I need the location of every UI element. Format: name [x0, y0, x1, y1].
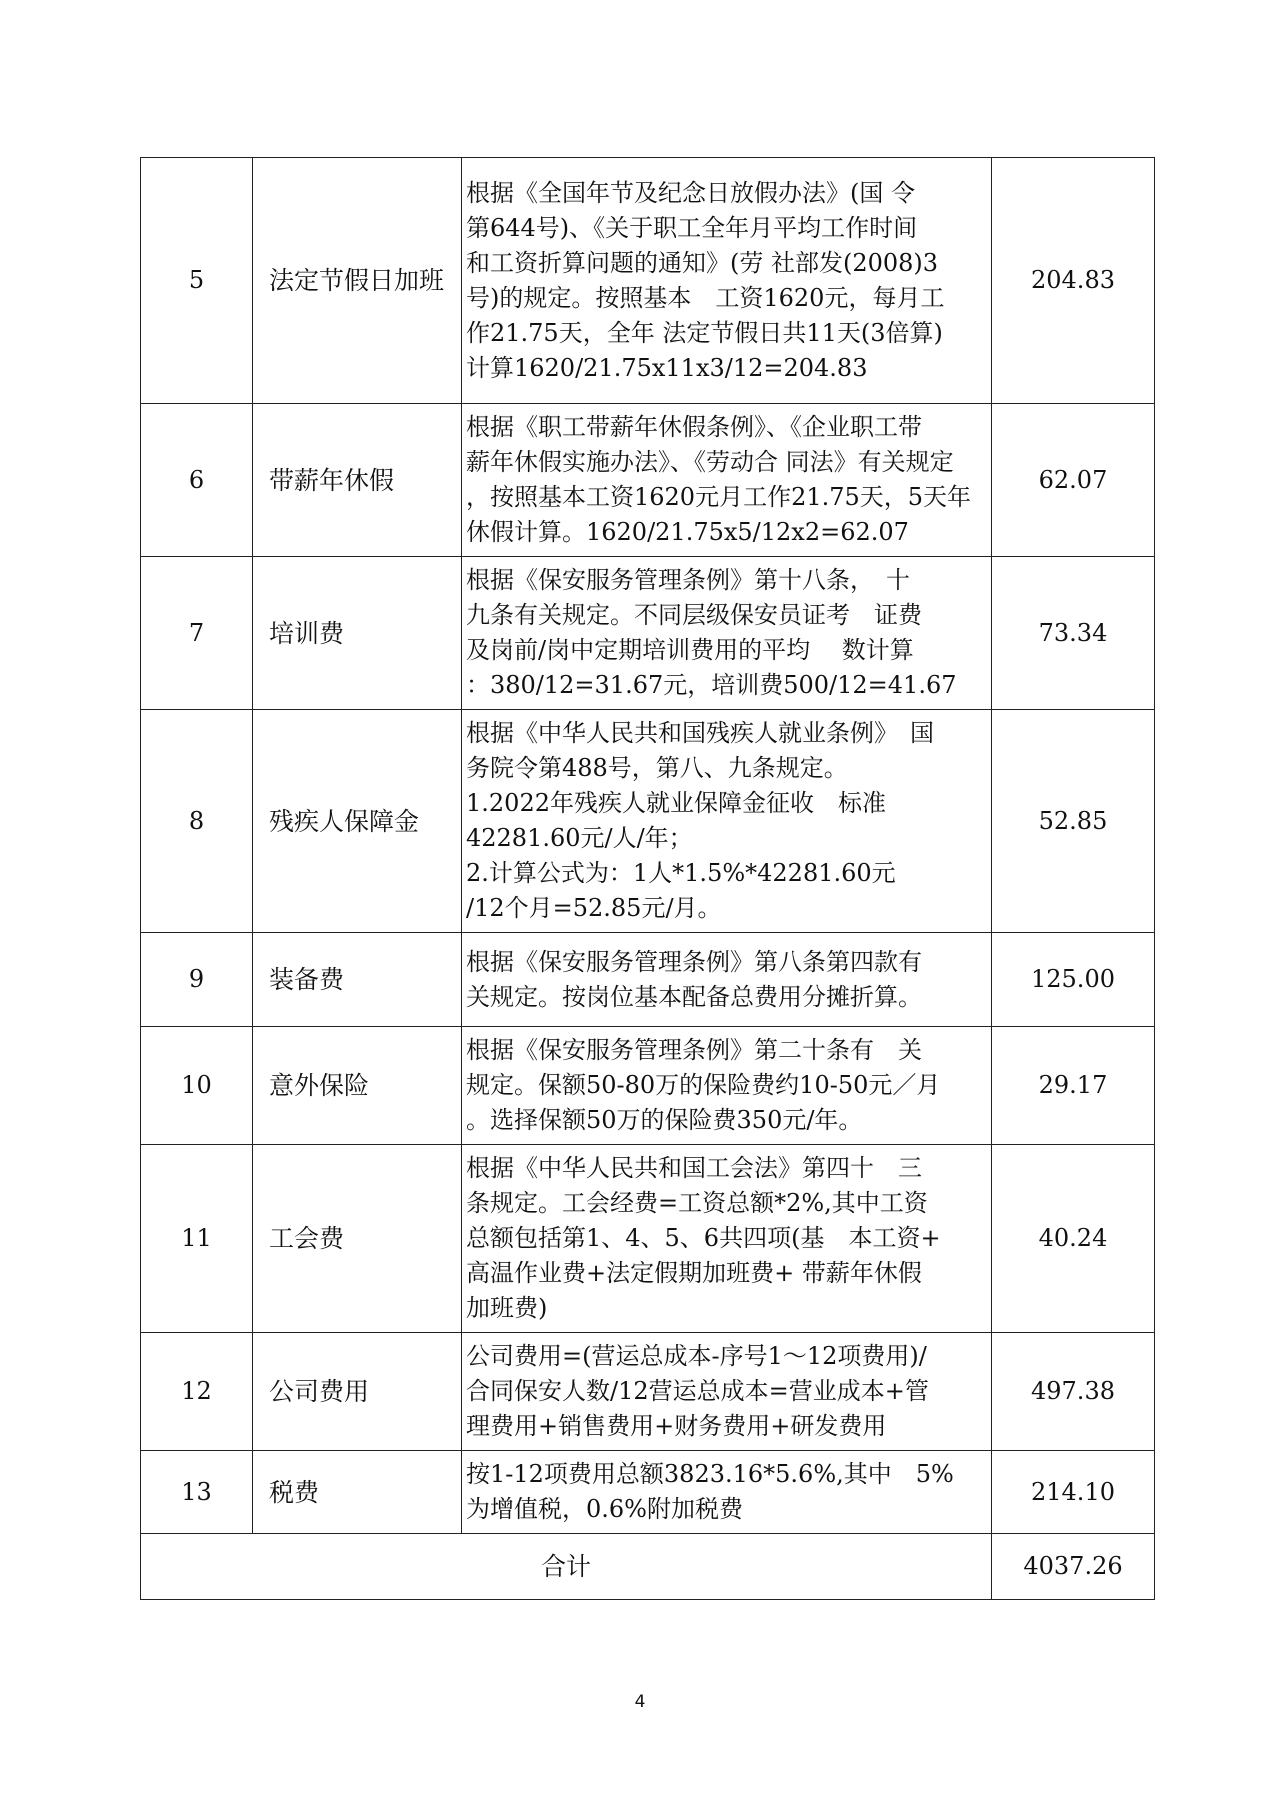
calculation-basis — [462, 158, 992, 404]
basis-line: 根据《职工带薪年休假条例》、《企业职工带 — [466, 413, 922, 441]
basis-line: 根据《中华人民共和国残疾人就业条例》 国 — [466, 719, 934, 747]
basis-line: 公司费用=(营运总成本-序号1～12项费用)/ — [466, 1342, 927, 1370]
table-row — [141, 710, 1155, 933]
table-row — [141, 1333, 1155, 1451]
table-row — [141, 557, 1155, 710]
basis-line: 根据《保安服务管理条例》第二十条有 关 — [466, 1036, 922, 1064]
table-row — [141, 1451, 1155, 1534]
basis-line: 总额包括第1、4、5、6共四项(基 本工资+ — [466, 1224, 941, 1252]
amount-value: 125.00 — [992, 933, 1155, 1027]
calculation-basis — [462, 933, 992, 1027]
basis-line: 按1-12项费用总额3823.16*5.6%,其中 5% — [466, 1460, 954, 1488]
basis-line: 薪年休假实施办法》、《劳动合 同法》有关规定 — [466, 448, 954, 476]
calculation-basis — [462, 710, 992, 933]
cost-table — [140, 157, 1155, 1600]
basis-line: 。选择保额50万的保险费350元/年。 — [466, 1106, 863, 1134]
basis-line: 加班费) — [466, 1294, 548, 1322]
page-number: 4 — [634, 1692, 646, 1712]
amount-value: 40.24 — [992, 1145, 1155, 1333]
table-row — [141, 1027, 1155, 1145]
amount-value: 214.10 — [992, 1451, 1155, 1534]
expense-item: 装备费 — [253, 933, 462, 1027]
calculation-basis — [462, 557, 992, 710]
row-number: 12 — [141, 1333, 253, 1451]
row-number: 13 — [141, 1451, 253, 1534]
table-row — [141, 158, 1155, 404]
expense-item: 工会费 — [253, 1145, 462, 1333]
row-number: 8 — [141, 710, 253, 933]
calculation-basis — [462, 404, 992, 557]
expense-item: 税费 — [253, 1451, 462, 1534]
basis-line: 根据《中华人民共和国工会法》第四十 三 — [466, 1154, 922, 1182]
table-row — [141, 404, 1155, 557]
total-label: 合计 — [141, 1534, 992, 1600]
basis-line: 及岗前/岗中定期培训费用的平均 数计算 — [466, 636, 914, 664]
basis-line: 合同保安人数/12营运总成本=营业成本+管 — [466, 1377, 929, 1405]
amount-value: 204.83 — [992, 158, 1155, 404]
row-number: 10 — [141, 1027, 253, 1145]
expense-item: 法定节假日加班 — [253, 158, 462, 404]
basis-line: 高温作业费+法定假期加班费+ 带薪年休假 — [466, 1259, 922, 1287]
table-body — [141, 158, 1155, 1600]
basis-line: 42281.60元/人/年； — [466, 824, 693, 852]
table-row — [141, 933, 1155, 1027]
total-amount: 4037.26 — [992, 1534, 1155, 1600]
basis-line: 九条有关规定。不同层级保安员证考 证费 — [466, 601, 922, 629]
basis-line: ：380/12=31.67元，培训费500/12=41.67 — [466, 671, 957, 699]
basis-line: 关规定。按岗位基本配备总费用分摊折算。 — [466, 982, 922, 1011]
basis-line: 1.2022年残疾人就业保障金征收 标准 — [466, 789, 886, 817]
expense-item: 残疾人保障金 — [253, 710, 462, 933]
basis-line: 号)的规定。按照基本 工资1620元，每月工 — [466, 283, 945, 312]
row-number: 9 — [141, 933, 253, 1027]
expense-item: 意外保险 — [253, 1027, 462, 1145]
basis-line: 休假计算。1620/21.75x5/12x2=62.07 — [466, 518, 909, 546]
basis-line: 和工资折算问题的通知》(劳 社部发(2008)3 — [466, 248, 939, 277]
expense-item: 培训费 — [253, 557, 462, 710]
basis-line: 理费用+销售费用+财务费用+研发费用 — [466, 1412, 887, 1440]
amount-value: 52.85 — [992, 710, 1155, 933]
calculation-basis — [462, 1027, 992, 1145]
basis-line: 根据《保安服务管理条例》第八条第四款有 — [466, 947, 922, 976]
amount-value: 73.34 — [992, 557, 1155, 710]
basis-line: 计算1620/21.75x11x3/12=204.83 — [466, 353, 868, 382]
row-number: 5 — [141, 158, 253, 404]
calculation-basis — [462, 1333, 992, 1451]
row-number: 7 — [141, 557, 253, 710]
basis-line: 根据《全国年节及纪念日放假办法》(国 令 — [466, 178, 915, 207]
basis-line: 作21.75天，全年 法定节假日共11天(3倍算) — [466, 318, 943, 347]
calculation-basis — [462, 1145, 992, 1333]
expense-item: 带薪年休假 — [253, 404, 462, 557]
calculation-basis — [462, 1451, 992, 1534]
basis-line: 规定。保额50-80万的保险费约10-50元／月 — [466, 1071, 941, 1099]
total-row — [141, 1534, 1155, 1600]
basis-line: 条规定。工会经费=工资总额*2%,其中工资 — [466, 1189, 928, 1217]
table-row — [141, 1145, 1155, 1333]
amount-value: 497.38 — [992, 1333, 1155, 1451]
basis-line: ，按照基本工资1620元月工作21.75天，5天年 — [466, 483, 972, 511]
basis-line: 务院令第488号，第八、九条规定。 — [466, 754, 848, 782]
amount-value: 62.07 — [992, 404, 1155, 557]
basis-line: 为增值税，0.6%附加税费 — [466, 1495, 743, 1523]
expense-item: 公司费用 — [253, 1333, 462, 1451]
amount-value: 29.17 — [992, 1027, 1155, 1145]
row-number: 11 — [141, 1145, 253, 1333]
basis-line: 根据《保安服务管理条例》第十八条， 十 — [466, 566, 910, 594]
row-number: 6 — [141, 404, 253, 557]
basis-line: /12个月=52.85元/月。 — [466, 894, 722, 922]
basis-line: 2.计算公式为：1人*1.5%*42281.60元 — [466, 859, 896, 887]
basis-line: 第644号)、《关于职工全年月平均工作时间 — [466, 213, 918, 242]
